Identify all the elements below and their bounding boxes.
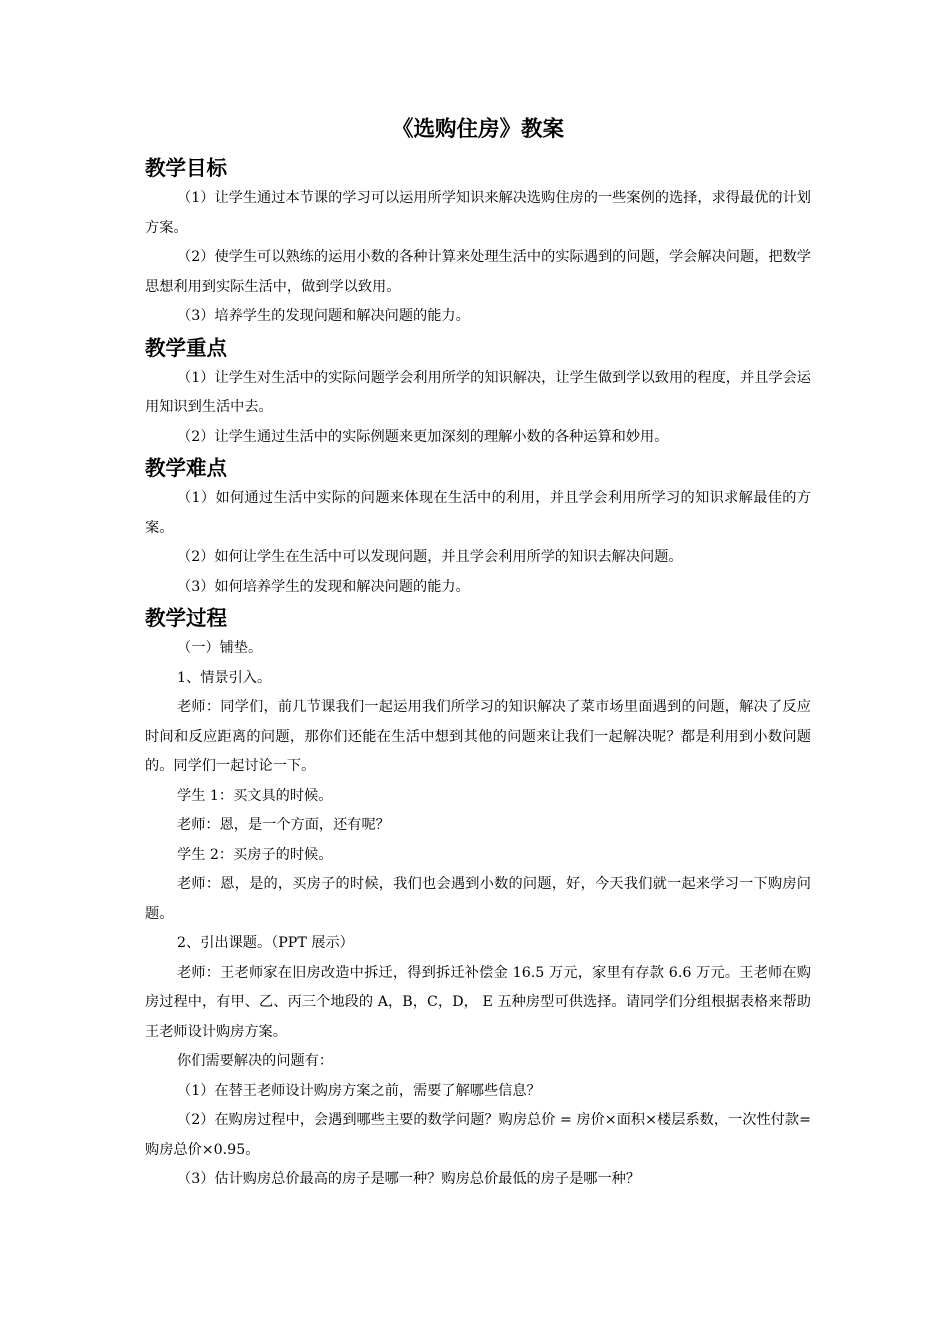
paragraph: 老师：恩，是的，买房子的时候，我们也会遇到小数的问题，好，今天我们就一起来学习一下购房问题。: [145, 876, 811, 922]
paragraph: （2）如何让学生在生活中可以发现问题，并且学会利用所学的知识去解决问题。: [177, 549, 683, 565]
paragraph: 你们需要解决的问题有：: [177, 1053, 334, 1069]
paragraph: （1）在替王老师设计购房方案之前，需要了解哪些信息？: [177, 1082, 541, 1099]
paragraph: （1）让学生对生活中的实际问题学会利用所学的知识解决，让学生做到学以致用的程度，并且学会运用知识到生活中去。: [145, 369, 811, 415]
paragraph: 老师：王老师家在旧房改造中拆迁，得到拆迁补偿金 16.5 万元，家里有存款 6.6 万元。王老师在购房过程中，有甲、乙、丙三个地段的 A，B，C，D， E 五种房型可供选择。请同学们分组根据表格来帮助王老师设计购房方案。: [145, 964, 811, 1040]
paragraph: （2）让学生通过生活中的实际例题来更加深刻的理解小数的各种运算和妙用。: [177, 428, 669, 445]
paragraph: （2）在购房过程中，会遇到哪些主要的数学问题？购房总价 = 房价×面积×楼层系数，一次性付款=购房总价×0.95。: [145, 1112, 811, 1158]
section-difficult-points: [145, 452, 811, 602]
paragraph: （2）使学生可以熟练的运用小数的各种计算来处理生活中的实际遇到的问题，学会解决问题，把数学思想利用到实际生活中，做到学以致用。: [145, 249, 811, 295]
paragraph: 学生 1：买文具的时候。: [177, 787, 333, 804]
document-title: 《选购住房》教案: [391, 117, 564, 142]
section-heading: 教学过程: [145, 606, 227, 630]
paragraph: 1、情景引入。: [177, 669, 272, 686]
paragraph: 2、引出课题。（PPT 展示）: [177, 935, 354, 951]
paragraph: 老师：恩，是一个方面，还有呢？: [177, 817, 390, 833]
section-teaching-objectives: [145, 152, 811, 332]
paragraph: （3）如何培养学生的发现和解决问题的能力。: [177, 578, 470, 595]
paragraph: （一）铺垫。: [177, 640, 263, 656]
paragraph: （1）如何通过生活中实际的问题来体现在生活中的利用，并且学会利用所学习的知识求解最佳的方案。: [145, 490, 811, 536]
section-heading: 教学难点: [145, 456, 227, 480]
paragraph: （1）让学生通过本节课的学习可以运用所学知识来解决选购住房的一些案例的选择，求得最优的计划方案。: [145, 190, 811, 236]
paragraph: （3）培养学生的发现问题和解决问题的能力。: [177, 308, 470, 324]
paragraph: （3）估计购房总价最高的房子是哪一种？购房总价最低的房子是哪一种？: [177, 1171, 641, 1187]
paragraph: 学生 2：买房子的时候。: [177, 846, 333, 863]
section-heading: 教学重点: [145, 335, 227, 360]
paragraph: 老师：同学们，前几节课我们一起运用我们所学习的知识解决了菜市场里面遇到的问题，解决了反应时间和反应距离的问题，那你们还能在生活中想到其他的问题来让我们一起解决呢？都是利用到小数问题的。同学们一起讨论一下。: [145, 699, 811, 774]
document-page: [145, 112, 811, 1195]
section-heading: 教学目标: [145, 156, 227, 180]
section-teaching-process: [145, 602, 811, 1195]
section-key-points: [145, 332, 811, 453]
